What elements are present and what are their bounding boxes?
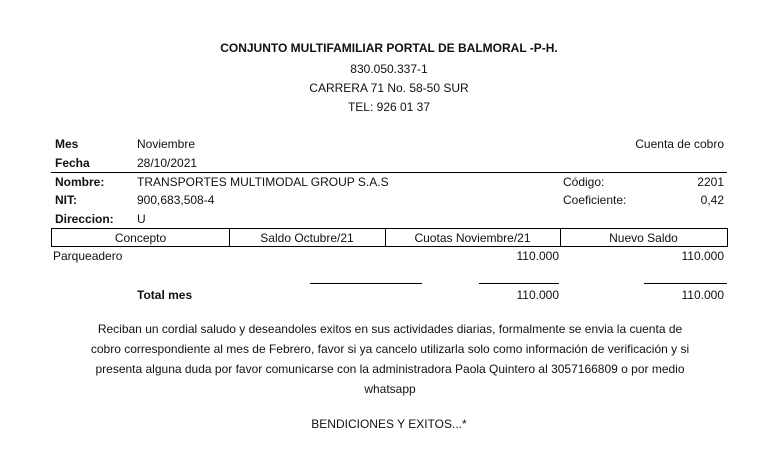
header-saldo: Saldo Octubre/21: [260, 231, 354, 245]
table-header: [51, 228, 728, 247]
fecha-label: Fecha: [55, 156, 90, 170]
row-cuotas: 110.000: [516, 249, 559, 263]
total-underline-nuevo: [644, 283, 727, 284]
company-address: CARRERA 71 No. 58-50 SUR: [309, 81, 469, 95]
total-underline-saldo: [310, 283, 422, 284]
company-phone: TEL: 926 01 37: [347, 100, 431, 114]
header-nuevo-saldo: Nuevo Saldo: [609, 231, 678, 245]
nombre-label: Nombre:: [55, 175, 105, 189]
codigo-label: Código:: [563, 175, 605, 189]
mes-value: Noviembre: [137, 137, 196, 151]
coeficiente-label: Coeficiente:: [563, 193, 627, 207]
message-line-1: Reciban un cordial saludo y deseandoles exitos en sus actividades diarias, formalmente se envia la cuenta de: [97, 322, 683, 336]
total-underline-cuotas: [479, 283, 559, 284]
message-line-2: cobro correspondiente al mes de Febrero, favor si ya cancelo utilizarla solo como información de verificación y si: [90, 342, 690, 356]
divider-top: [51, 172, 727, 173]
mes-label: Mes: [55, 137, 79, 151]
header-concepto: Concepto: [114, 231, 167, 245]
direccion-value: U: [137, 212, 146, 226]
row-concepto: Parqueadero: [53, 249, 123, 263]
total-cuotas: 110.000: [516, 288, 559, 302]
nit-value: 900,683,508-4: [137, 193, 215, 207]
message-line-4: whatsapp: [364, 382, 416, 396]
closing-text: BENDICIONES Y EXITOS...*: [311, 417, 467, 431]
coeficiente-value: 0,42: [700, 193, 724, 207]
total-label: Total mes: [137, 288, 193, 302]
company-nit: 830.050.337-1: [350, 62, 428, 76]
company-name: CONJUNTO MULTIFAMILIAR PORTAL DE BALMORAL -P-H.: [220, 41, 558, 55]
message-paragraph: [80, 319, 700, 399]
fecha-value: 28/10/2021: [137, 156, 198, 170]
header-cuotas: Cuotas Noviembre/21: [414, 231, 531, 245]
nombre-value: TRANSPORTES MULTIMODAL GROUP S.A.S: [137, 175, 389, 189]
row-nuevo-saldo: 110.000: [681, 249, 724, 263]
total-nuevo-saldo: 110.000: [681, 288, 724, 302]
codigo-value: 2201: [697, 175, 724, 189]
document-type: Cuenta de cobro: [635, 137, 724, 151]
message-line-3: presenta alguna duda por favor comunicarse con la administradora Paola Quintero al 3057166809 o por medio: [95, 362, 685, 376]
direccion-label: Direccion:: [55, 212, 114, 226]
nit-label: NIT:: [55, 193, 77, 207]
